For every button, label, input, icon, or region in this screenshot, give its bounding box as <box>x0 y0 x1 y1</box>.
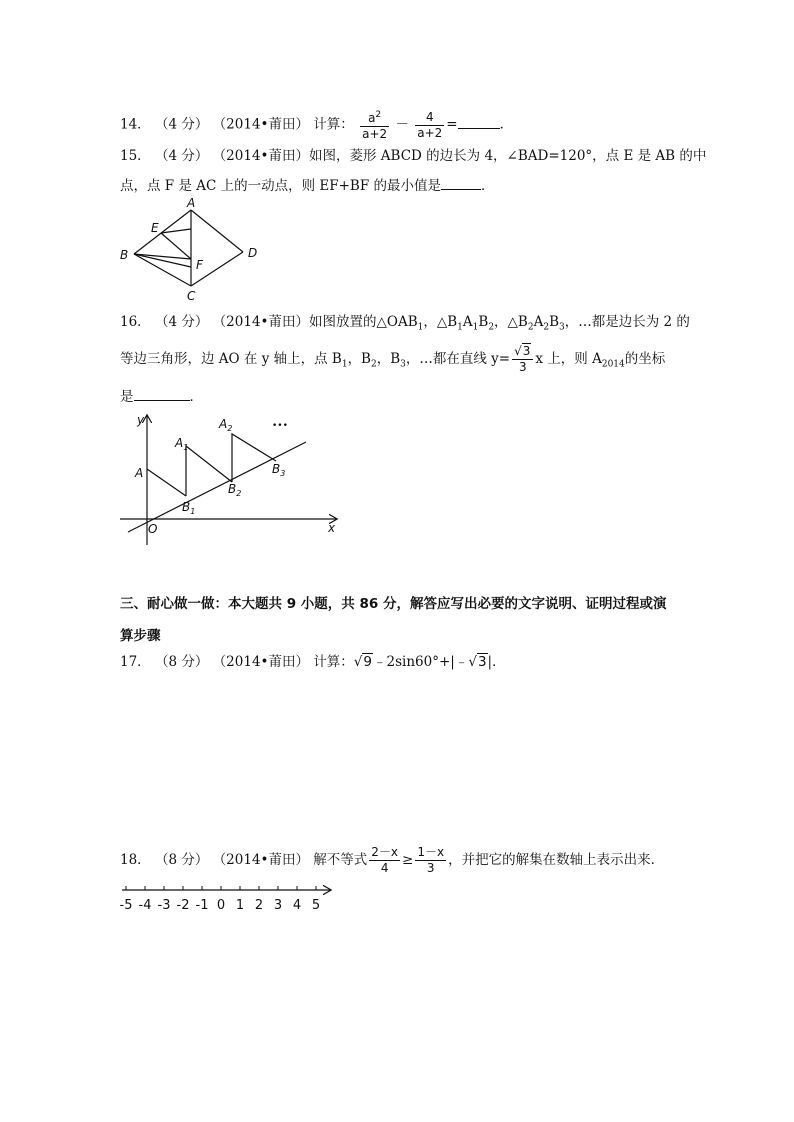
q16-sub-2014: 2014 <box>601 359 625 370</box>
number-line-label: -4 <box>138 898 152 913</box>
q17-sqrt3: 3 <box>477 654 487 670</box>
q16-sub: 2 <box>370 359 377 370</box>
q18-frac2-den: 3 <box>426 861 435 875</box>
label-A2: $A_2$ <box>219 417 233 433</box>
number-line-label: -3 <box>157 898 171 913</box>
q17-mid: ﹣2sin60°+|﹣ <box>373 654 469 670</box>
number-line-label: 3 <box>273 898 283 913</box>
label-B: B <box>120 248 129 262</box>
q18-frac2-num: 1－x <box>417 845 445 859</box>
triangle-B1A1B2 <box>186 446 232 496</box>
label-D: D <box>248 246 258 260</box>
label-E: E <box>151 221 159 235</box>
number-line-label: 0 <box>216 898 226 913</box>
q18-source: （2014•莆田） <box>212 852 309 868</box>
label-y: y <box>137 413 145 427</box>
q16-text-1c: A <box>462 314 473 330</box>
q17-end: |． <box>487 654 506 670</box>
q18-prompt: 解不等式 <box>313 852 368 868</box>
sqrt-symbol: √ <box>353 654 363 670</box>
q14-prompt: 计算： <box>313 116 354 133</box>
q14-fraction-2 <box>415 110 444 141</box>
q16-text-2a: 等边三角形，边 AO 在 y 轴上，点 B <box>120 351 342 367</box>
label-A: A <box>187 198 196 210</box>
q17-source: （2014•莆田） <box>212 654 309 670</box>
q18-tail: ，并把它的解集在数轴上表示出来． <box>448 852 665 868</box>
number-line-label: -2 <box>176 898 190 913</box>
q14-frac1-den: a+2 <box>362 127 388 141</box>
q18-line <box>120 845 664 876</box>
q16-number: 16． <box>120 314 151 330</box>
q18-fraction-1 <box>369 845 400 876</box>
q17-prompt: 计算： <box>313 654 354 670</box>
q14-line <box>120 108 513 142</box>
q18-score: （8 分） <box>154 852 209 868</box>
q16-sub: 2 <box>527 322 534 333</box>
q16-sub: 3 <box>559 322 565 333</box>
section-3-heading-line-1: 三、耐心做一做：本大题共 9 小题，共 86 分，解答应写出必要的文字说明、证明过程或演 <box>120 596 667 612</box>
q14-frac1-exp: 2 <box>375 110 382 120</box>
q15-line-1 <box>120 147 706 165</box>
q16-score: （4 分） <box>154 314 209 330</box>
q15-text-2: 点，点 F 是 AC 上的一动点，则 EF+BF 的最小值是 <box>120 178 442 194</box>
q14-frac2-den: a+2 <box>417 125 443 140</box>
q15-text-1: 如图，菱形 ABCD 的边长为 4，∠BAD=120°，点 E 是 AB 的中 <box>309 148 707 164</box>
q16-text-2b: ，B <box>347 351 371 367</box>
number-line-label: -1 <box>195 898 209 913</box>
q16-line-3 <box>120 386 203 406</box>
label-A1: $A_1$ <box>175 436 189 452</box>
q16-text-1g: B <box>549 314 559 330</box>
q16-sub: 1 <box>472 322 479 333</box>
q15-answer-blank <box>441 175 481 190</box>
q16-text-2e: x 上，则 A <box>535 351 602 367</box>
q16-line-2 <box>120 344 665 375</box>
ellipsis-dots: ••• <box>272 421 288 431</box>
q18-fraction-2 <box>415 845 446 876</box>
section-3-heading-line-2: 算步骤 <box>120 628 161 644</box>
q16-text-1f: A <box>533 314 544 330</box>
segment-EF <box>161 233 191 259</box>
q16-text-2f: 的坐标 <box>624 351 666 367</box>
q14-number: 14． <box>120 116 151 133</box>
q14-source: （2014•莆田） <box>212 116 309 133</box>
side-AB <box>134 210 191 254</box>
label-x: x <box>328 521 336 535</box>
number-line-label: 5 <box>311 898 321 913</box>
q18-frac1-den: 4 <box>380 861 389 875</box>
q16-sub: 2 <box>488 322 495 333</box>
q16-sub: 1 <box>457 322 463 333</box>
q16-text-3: 是 <box>120 389 134 405</box>
q16-sub: 1 <box>417 322 424 333</box>
q16-text-1a: 如图放置的△OAB <box>309 314 418 330</box>
q17-score: （8 分） <box>154 654 209 670</box>
q16-sqrt-value: 3 <box>522 344 531 358</box>
q14-equals: = <box>446 116 458 133</box>
q18-number: 18． <box>120 852 151 868</box>
q16-slope-fraction <box>512 344 533 375</box>
q16-text-1b: ，△B <box>423 314 458 330</box>
q14-period: ． <box>499 116 514 133</box>
q17-number: 17． <box>120 654 151 670</box>
label-B2: $B_2$ <box>228 482 242 498</box>
q15-period: ． <box>481 178 495 194</box>
number-line-label: 2 <box>254 898 264 913</box>
q16-text-2d: ，…都在直线 y= <box>405 351 511 367</box>
q16-line-1 <box>120 313 690 337</box>
q16-text-1e: ，△B <box>494 314 528 330</box>
label-B3: $B_3$ <box>272 462 286 478</box>
triangle-B2A2B3 <box>232 434 276 482</box>
q16-text-1h: ，…都是边长为 2 的 <box>564 314 690 330</box>
q17-line <box>120 653 506 671</box>
q15-source: （2014•莆田） <box>212 148 309 164</box>
label-F: F <box>196 258 203 272</box>
q15-number: 15． <box>120 148 151 164</box>
label-C: C <box>187 289 196 303</box>
q14-fraction-1 <box>360 108 389 142</box>
q14-frac2-num: 4 <box>415 110 444 126</box>
q16-sub: 3 <box>400 359 406 370</box>
number-line-label: -5 <box>119 898 133 913</box>
q16-text-2c: ，B <box>376 351 401 367</box>
q14-answer-blank <box>458 114 500 129</box>
sqrt-symbol: √ <box>468 654 477 670</box>
q16-source: （2014•莆田） <box>212 314 309 330</box>
side-AD <box>191 210 243 252</box>
q14-minus: － <box>395 116 409 133</box>
q18-geq: ≥ <box>402 852 414 868</box>
q16-sub: 1 <box>341 359 348 370</box>
label-O: O <box>148 522 158 536</box>
q16-answer-blank <box>134 386 190 401</box>
number-line-labels <box>120 898 321 913</box>
number-line-label: 1 <box>235 898 245 913</box>
triangle-OAB1 <box>147 469 186 496</box>
number-line <box>114 880 334 916</box>
label-B1: $B_1$ <box>182 500 196 516</box>
label-A: A <box>135 466 144 480</box>
coordinate-figure <box>116 410 346 550</box>
q16-sub: 2 <box>543 322 550 333</box>
q16-period: ． <box>189 389 203 405</box>
q15-score: （4 分） <box>154 148 209 164</box>
q14-score: （4 分） <box>154 116 209 133</box>
rhombus-figure <box>115 198 265 308</box>
number-line-label: 4 <box>292 898 302 913</box>
q14-frac1-num: a <box>368 111 376 125</box>
q15-line-2 <box>120 175 495 195</box>
q17-sqrt9: 9 <box>363 654 372 670</box>
q16-frac-den: 3 <box>518 360 527 374</box>
q16-text-1d: B <box>478 314 489 330</box>
sqrt-symbol: √ <box>514 344 522 358</box>
q18-frac1-num: 2－x <box>371 845 399 859</box>
